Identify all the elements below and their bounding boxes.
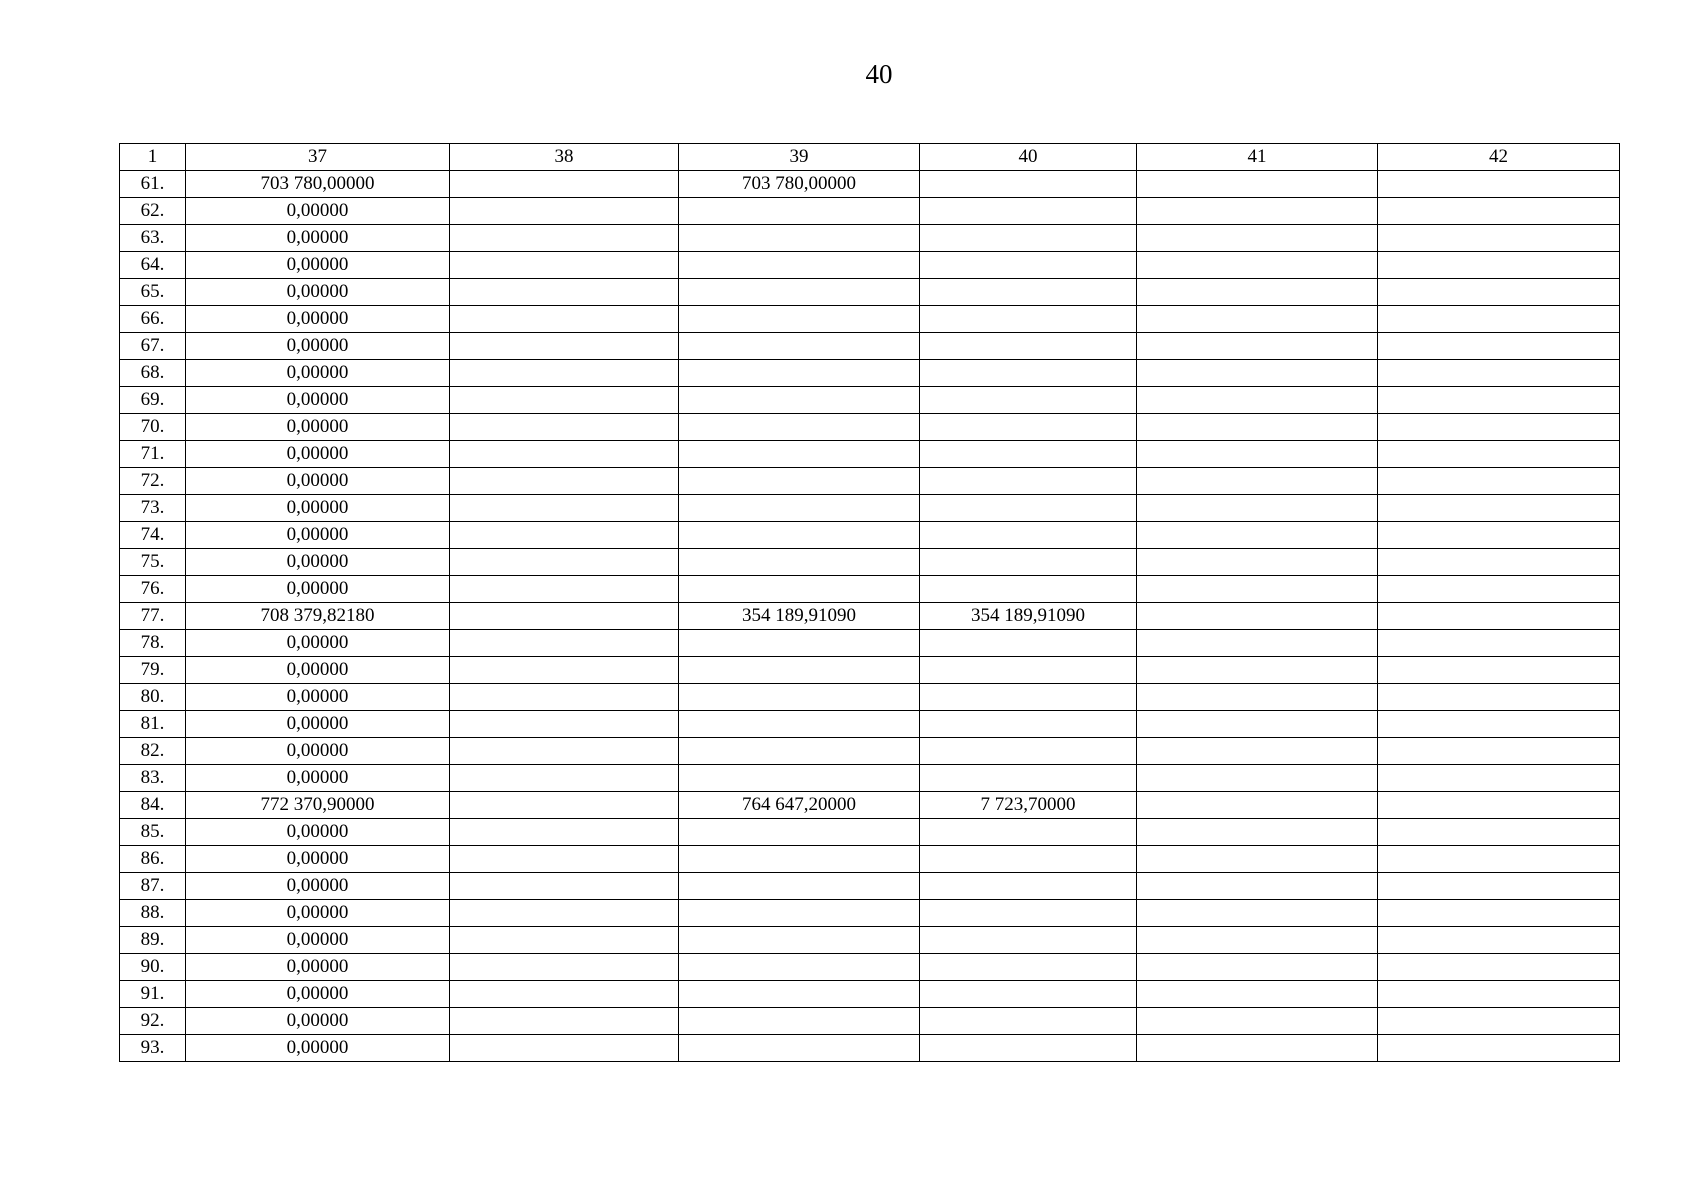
table-row (120, 981, 1620, 1008)
table-cell (450, 414, 679, 441)
table-cell (920, 414, 1137, 441)
row-number-cell: 73. (120, 495, 186, 522)
table-cell (450, 576, 679, 603)
table-cell (920, 279, 1137, 306)
table-cell: 0,00000 (186, 657, 450, 684)
table-cell (1378, 657, 1620, 684)
table-cell (450, 954, 679, 981)
table-cell (920, 198, 1137, 225)
table-cell (1137, 1008, 1378, 1035)
table-cell (920, 954, 1137, 981)
table-cell (679, 549, 920, 576)
table-cell (679, 657, 920, 684)
header-cell: 42 (1378, 144, 1620, 171)
row-number-cell: 86. (120, 846, 186, 873)
row-number-cell: 62. (120, 198, 186, 225)
table-cell (1137, 738, 1378, 765)
table-row (120, 765, 1620, 792)
table-cell (1137, 360, 1378, 387)
table-cell (1378, 576, 1620, 603)
table-row (120, 792, 1620, 819)
table-cell: 0,00000 (186, 252, 450, 279)
table-cell: 0,00000 (186, 873, 450, 900)
table-cell (1378, 225, 1620, 252)
table-cell: 7 723,70000 (920, 792, 1137, 819)
row-number-cell: 64. (120, 252, 186, 279)
table-row (120, 1035, 1620, 1062)
table-cell (1137, 495, 1378, 522)
table-header-row (120, 144, 1620, 171)
table-cell (450, 279, 679, 306)
table-cell (1137, 549, 1378, 576)
table-cell (679, 576, 920, 603)
table-cell (450, 441, 679, 468)
table-cell (920, 306, 1137, 333)
table-cell (920, 630, 1137, 657)
row-number-cell: 65. (120, 279, 186, 306)
table-row (120, 279, 1620, 306)
table-cell (1378, 468, 1620, 495)
table-cell (920, 819, 1137, 846)
table-cell (1137, 819, 1378, 846)
table-cell: 0,00000 (186, 846, 450, 873)
row-number-cell: 72. (120, 468, 186, 495)
row-number-cell: 92. (120, 1008, 186, 1035)
table-cell (450, 495, 679, 522)
table-cell (1378, 1008, 1620, 1035)
table-cell (920, 549, 1137, 576)
table-cell (1378, 765, 1620, 792)
table-cell (450, 765, 679, 792)
table-row (120, 549, 1620, 576)
table-cell (450, 630, 679, 657)
table-cell (920, 495, 1137, 522)
table-cell (920, 468, 1137, 495)
table-cell: 0,00000 (186, 198, 450, 225)
table-row (120, 306, 1620, 333)
table-row (120, 1008, 1620, 1035)
table-cell: 0,00000 (186, 225, 450, 252)
table-cell (920, 981, 1137, 1008)
row-number-cell: 88. (120, 900, 186, 927)
table-cell: 0,00000 (186, 954, 450, 981)
table-cell (450, 738, 679, 765)
row-number-cell: 83. (120, 765, 186, 792)
table-row (120, 846, 1620, 873)
table-cell (1378, 846, 1620, 873)
table-cell (1137, 792, 1378, 819)
table-cell (679, 954, 920, 981)
table-cell (679, 441, 920, 468)
table-cell (1378, 792, 1620, 819)
table-cell: 0,00000 (186, 306, 450, 333)
table-cell (1137, 1035, 1378, 1062)
row-number-cell: 93. (120, 1035, 186, 1062)
table-row (120, 603, 1620, 630)
header-cell: 1 (120, 144, 186, 171)
table-cell (1378, 927, 1620, 954)
table-cell (920, 846, 1137, 873)
header-cell: 39 (679, 144, 920, 171)
table-row (120, 252, 1620, 279)
table-cell: 708 379,82180 (186, 603, 450, 630)
table-cell (450, 387, 679, 414)
table-cell (450, 252, 679, 279)
table-cell: 0,00000 (186, 549, 450, 576)
table-cell (679, 468, 920, 495)
table-cell (450, 468, 679, 495)
table-cell: 0,00000 (186, 927, 450, 954)
table-row (120, 711, 1620, 738)
table-cell (679, 738, 920, 765)
table-cell (1137, 414, 1378, 441)
table-cell (1137, 279, 1378, 306)
table-cell (1137, 522, 1378, 549)
table-cell (1378, 306, 1620, 333)
table-cell (679, 711, 920, 738)
table-row (120, 360, 1620, 387)
table-cell (679, 414, 920, 441)
table-row (120, 738, 1620, 765)
table-cell: 354 189,91090 (920, 603, 1137, 630)
row-number-cell: 63. (120, 225, 186, 252)
table-cell (920, 333, 1137, 360)
table-cell (1378, 279, 1620, 306)
table-cell (1378, 1035, 1620, 1062)
table-row (120, 522, 1620, 549)
table-cell (920, 171, 1137, 198)
table-cell (450, 819, 679, 846)
table-cell (679, 765, 920, 792)
table-cell (1137, 171, 1378, 198)
table-cell (1378, 549, 1620, 576)
row-number-cell: 68. (120, 360, 186, 387)
row-number-cell: 67. (120, 333, 186, 360)
table-row (120, 657, 1620, 684)
table-cell (1137, 765, 1378, 792)
table-cell (679, 387, 920, 414)
table-cell (450, 927, 679, 954)
table-row (120, 468, 1620, 495)
row-number-cell: 82. (120, 738, 186, 765)
table-cell: 0,00000 (186, 522, 450, 549)
row-number-cell: 74. (120, 522, 186, 549)
table-cell (1137, 981, 1378, 1008)
table-cell (679, 1008, 920, 1035)
table-cell (679, 873, 920, 900)
table-cell (920, 873, 1137, 900)
table-cell (450, 846, 679, 873)
table-cell (679, 1035, 920, 1062)
table-cell: 0,00000 (186, 576, 450, 603)
row-number-cell: 76. (120, 576, 186, 603)
table-cell (1378, 171, 1620, 198)
table-cell (450, 198, 679, 225)
table-cell (679, 279, 920, 306)
row-number-cell: 80. (120, 684, 186, 711)
row-number-cell: 85. (120, 819, 186, 846)
table-cell: 0,00000 (186, 468, 450, 495)
table-row (120, 630, 1620, 657)
table-cell (1378, 873, 1620, 900)
row-number-cell: 89. (120, 927, 186, 954)
table-cell (679, 927, 920, 954)
table-cell: 764 647,20000 (679, 792, 920, 819)
table-cell (920, 252, 1137, 279)
table-cell (1137, 927, 1378, 954)
table-cell (1137, 387, 1378, 414)
table-cell (679, 360, 920, 387)
table-cell (1137, 576, 1378, 603)
table-row (120, 819, 1620, 846)
table-cell (450, 225, 679, 252)
table-cell: 0,00000 (186, 684, 450, 711)
table-cell: 703 780,00000 (679, 171, 920, 198)
table-cell (679, 819, 920, 846)
table-row (120, 927, 1620, 954)
table-cell (920, 1035, 1137, 1062)
table-cell (679, 846, 920, 873)
header-cell: 37 (186, 144, 450, 171)
table-cell: 0,00000 (186, 981, 450, 1008)
row-number-cell: 77. (120, 603, 186, 630)
header-cell: 40 (920, 144, 1137, 171)
table-cell (1378, 387, 1620, 414)
table-cell (920, 657, 1137, 684)
table-cell: 0,00000 (186, 900, 450, 927)
table-cell (920, 1008, 1137, 1035)
table-cell (450, 873, 679, 900)
table-cell (1378, 252, 1620, 279)
table-cell (450, 792, 679, 819)
table-cell: 772 370,90000 (186, 792, 450, 819)
row-number-cell: 70. (120, 414, 186, 441)
table-cell (1137, 630, 1378, 657)
header-cell: 38 (450, 144, 679, 171)
table-cell (679, 684, 920, 711)
table-cell (1137, 954, 1378, 981)
table-row (120, 873, 1620, 900)
table-row (120, 333, 1620, 360)
table-cell (920, 576, 1137, 603)
table-cell (1137, 900, 1378, 927)
table-body (120, 144, 1620, 1062)
row-number-cell: 78. (120, 630, 186, 657)
table-cell (1137, 333, 1378, 360)
table-cell: 0,00000 (186, 387, 450, 414)
table-cell: 0,00000 (186, 360, 450, 387)
table-cell (920, 225, 1137, 252)
table-cell: 0,00000 (186, 279, 450, 306)
table-cell (450, 711, 679, 738)
table-cell (450, 900, 679, 927)
table-row (120, 441, 1620, 468)
table-cell (450, 171, 679, 198)
table-cell (1378, 900, 1620, 927)
table-cell (679, 630, 920, 657)
table-cell (1137, 441, 1378, 468)
table-cell (679, 198, 920, 225)
table-cell (679, 981, 920, 1008)
table-cell (450, 1008, 679, 1035)
table-cell: 0,00000 (186, 333, 450, 360)
table-cell (920, 711, 1137, 738)
table-cell (450, 981, 679, 1008)
table-cell: 0,00000 (186, 738, 450, 765)
table-row (120, 225, 1620, 252)
table-cell (920, 522, 1137, 549)
table-cell (920, 900, 1137, 927)
table-row (120, 900, 1620, 927)
table-cell (450, 333, 679, 360)
table-cell (920, 684, 1137, 711)
table-cell (1378, 522, 1620, 549)
row-number-cell: 71. (120, 441, 186, 468)
table-cell (1137, 225, 1378, 252)
row-number-cell: 61. (120, 171, 186, 198)
table-cell (450, 522, 679, 549)
row-number-cell: 79. (120, 657, 186, 684)
table-cell (1378, 360, 1620, 387)
table-cell (450, 1035, 679, 1062)
table-cell (450, 360, 679, 387)
table-cell (450, 657, 679, 684)
table-cell: 0,00000 (186, 630, 450, 657)
table-cell (1378, 333, 1620, 360)
table-cell (1378, 495, 1620, 522)
table-cell (1378, 198, 1620, 225)
table-cell: 0,00000 (186, 414, 450, 441)
table-cell (1137, 603, 1378, 630)
table-cell (1137, 711, 1378, 738)
table-cell (679, 252, 920, 279)
table-cell (1378, 711, 1620, 738)
table-row (120, 684, 1620, 711)
table-cell: 0,00000 (186, 1008, 450, 1035)
table-cell: 354 189,91090 (679, 603, 920, 630)
table-row (120, 576, 1620, 603)
table-cell (1378, 819, 1620, 846)
table-cell (1378, 684, 1620, 711)
header-cell: 41 (1137, 144, 1378, 171)
table-cell (1378, 414, 1620, 441)
table-cell (450, 549, 679, 576)
table-cell (1378, 954, 1620, 981)
table-cell (1378, 441, 1620, 468)
table-cell (920, 387, 1137, 414)
table-cell (1137, 252, 1378, 279)
table-cell (1137, 657, 1378, 684)
table-cell (450, 684, 679, 711)
table-cell (1137, 468, 1378, 495)
table-cell (1378, 603, 1620, 630)
table-cell: 0,00000 (186, 765, 450, 792)
table-row (120, 171, 1620, 198)
row-number-cell: 66. (120, 306, 186, 333)
table-cell (679, 495, 920, 522)
table-cell (1378, 981, 1620, 1008)
table-row (120, 387, 1620, 414)
table-row (120, 954, 1620, 981)
table-cell (450, 306, 679, 333)
table-cell (920, 927, 1137, 954)
page-number: 40 (865, 59, 893, 89)
table-cell (1378, 738, 1620, 765)
table-cell (679, 900, 920, 927)
table-cell (679, 333, 920, 360)
table-cell (1378, 630, 1620, 657)
row-number-cell: 87. (120, 873, 186, 900)
table-cell: 0,00000 (186, 819, 450, 846)
table-row (120, 198, 1620, 225)
table-cell (1137, 873, 1378, 900)
row-number-cell: 75. (120, 549, 186, 576)
row-number-cell: 81. (120, 711, 186, 738)
table-cell: 0,00000 (186, 441, 450, 468)
table-cell (1137, 306, 1378, 333)
row-number-cell: 84. (120, 792, 186, 819)
table-row (120, 495, 1620, 522)
table-cell (1137, 198, 1378, 225)
table-cell (920, 765, 1137, 792)
table-cell (920, 360, 1137, 387)
table-cell (679, 225, 920, 252)
table-cell (920, 738, 1137, 765)
table-row (120, 414, 1620, 441)
table-cell (1137, 846, 1378, 873)
table-cell: 0,00000 (186, 1035, 450, 1062)
table-cell (679, 306, 920, 333)
row-number-cell: 69. (120, 387, 186, 414)
table-cell (450, 603, 679, 630)
row-number-cell: 90. (120, 954, 186, 981)
table-cell (1137, 684, 1378, 711)
table-cell (679, 522, 920, 549)
table-cell: 0,00000 (186, 711, 450, 738)
data-table (119, 143, 1620, 1062)
table-cell: 703 780,00000 (186, 171, 450, 198)
row-number-cell: 91. (120, 981, 186, 1008)
table-cell: 0,00000 (186, 495, 450, 522)
table-cell (920, 441, 1137, 468)
